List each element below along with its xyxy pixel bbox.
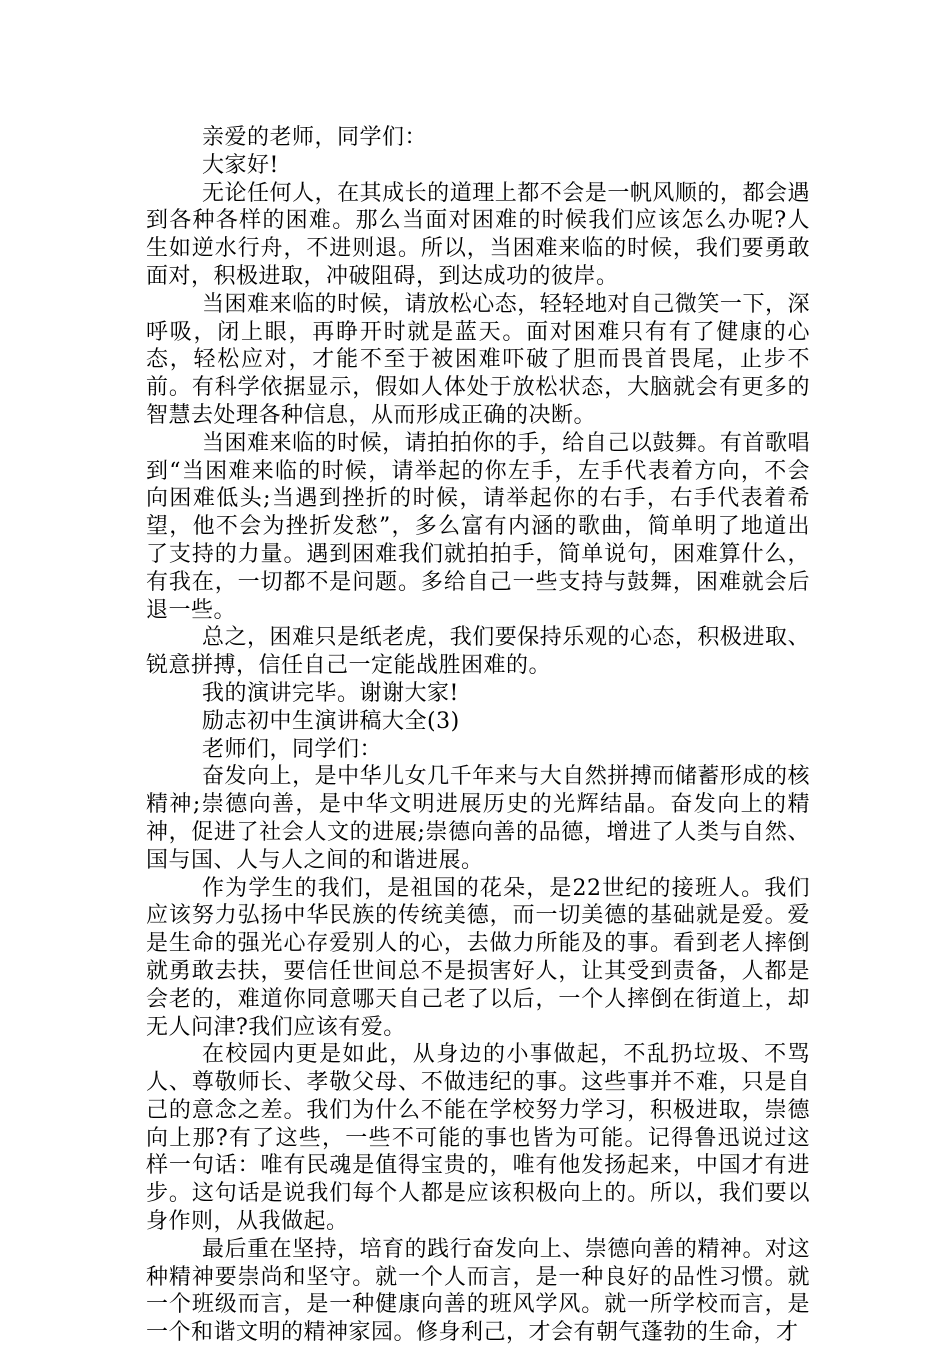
body-paragraph: 无论任何人，在其成长的道理上都不会是一帆风顺的，都会遇到各种各样的困难。那么当面对困难的时候我们应该怎么办呢?人生如逆水行舟，不进则退。所以，当困难来临的时候，我们要勇敢面对，积极进取，冲破阻碍，到达成功的彼岸。 xyxy=(146,180,810,289)
body-paragraph: 在校园内更是如此，从身边的小事做起，不乱扔垃圾、不骂人、尊敬师长、孝敬父母、不做违纪的事。这些事并不难，只是自己的意念之差。我们为什么不能在学校努力学习，积极进取，崇德向上那?有了这些，一些不可能的事也皆为可能。记得鲁迅说过这样一句话：唯有民魂是值得宝贵的，唯有他发扬起来，中国才有进步。这句话是说我们每个人都是应该积极向上的。所以，我们要以身作则，从我做起。 xyxy=(146,1042,810,1235)
greeting-line: 老师们，同学们： xyxy=(202,736,383,762)
closing-line: 我的演讲完毕。谢谢大家! xyxy=(202,680,459,706)
section-title: 励志初中生演讲稿大全(3) xyxy=(202,708,460,734)
salutation-line: 大家好! xyxy=(202,152,279,178)
body-paragraph: 总之，困难只是纸老虎，我们要保持乐观的心态，积极进取、锐意拼搏，信任自己一定能战胜困难的。 xyxy=(146,625,810,679)
body-paragraph: 最后重在坚持，培育的践行奋发向上、崇德向善的精神。对这种精神要崇尚和坚守。就一个人而言，是一种良好的品性习惯。就一个班级而言，是一种健康向善的班风学风。就一所学校而言，是一个和谐文明的精神家园。修身利己，才会有朝气蓬勃的生命，才 xyxy=(146,1236,810,1346)
body-paragraph: 当困难来临的时候，请放松心态，轻轻地对自己微笑一下，深呼吸，闭上眼，再睁开时就是蓝天。面对困难只有有了健康的心态，轻松应对，才能不至于被困难吓破了胆而畏首畏尾，止步不前。有科学依据显示，假如人体处于放松状态，大脑就会有更多的智慧去处理各种信息，从而形成正确的决断。 xyxy=(146,291,810,428)
document-body xyxy=(146,124,810,1347)
body-paragraph: 奋发向上，是中华儿女几千年来与大自然拼搏而储蓄形成的核精神;崇德向善，是中华文明进展历史的光辉结晶。奋发向上的精神，促进了社会人文的进展;崇德向善的品德，增进了人类与自然、国与国、人与人之间的和谐进展。 xyxy=(146,764,810,873)
greeting-line: 亲爱的老师，同学们： xyxy=(202,125,428,150)
body-paragraph: 作为学生的我们，是祖国的花朵，是22世纪的接班人。我们应该努力弘扬中华民族的传统美德，而一切美德的基础就是爱。爱是生命的强光心存爱别人的心，去做力所能及的事。看到老人摔倒就勇敢去扶，要信任世间总不是损害好人，让其受到责备，人都是会老的，难道你同意哪天自己老了以后，一个人摔倒在街道上，却无人问津?我们应该有爱。 xyxy=(146,875,810,1040)
body-paragraph: 当困难来临的时候，请拍拍你的手，给自己以鼓舞。有首歌唱到“当困难来临的时候，请举起的你左手，左手代表着方向，不会向困难低头;当遇到挫折的时候，请举起你的右手，右手代表着希望，他不会为挫折发愁”，多么富有内涵的歌曲，简单明了地道出了支持的力量。遇到困难我们就拍拍手，简单说句，困难算什么，有我在，一切都不是问题。多给自己一些支持与鼓舞，困难就会后退一些。 xyxy=(146,430,810,623)
